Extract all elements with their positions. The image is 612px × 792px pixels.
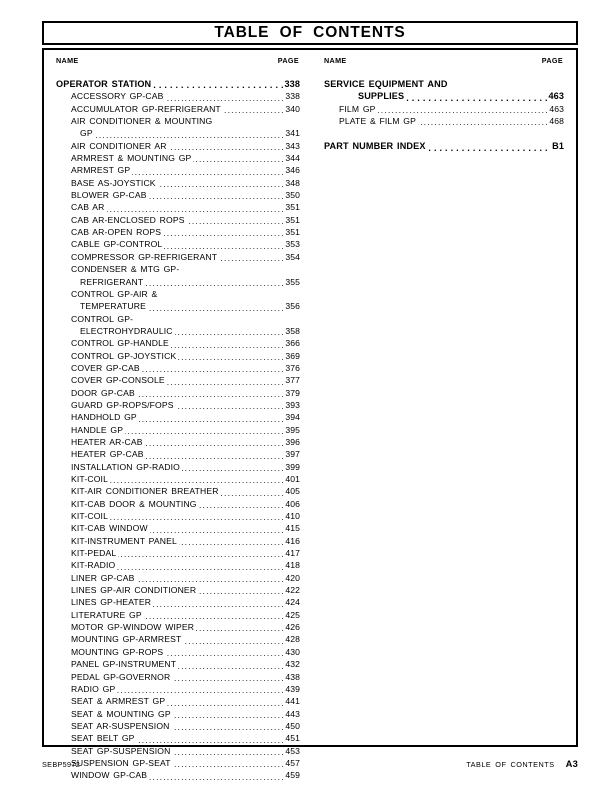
toc-entry-label: KIT-PEDAL: [71, 548, 117, 559]
toc-entry-label: CONTROL GP-AIR &: [71, 288, 158, 299]
toc-entry-label: ACCESSORY GP-CAB: [71, 91, 164, 102]
toc-entry-label: SEAT & MOUNTING GP: [71, 708, 171, 719]
toc-entry-label: SEAT GP-SUSPENSION: [71, 745, 171, 756]
toc-entry-page-number: 453: [285, 745, 300, 756]
toc-entry-label: OPERATOR STATION: [56, 79, 152, 89]
toc-entry-page-number: 366: [285, 338, 300, 349]
toc-entry-label: CAB AR: [71, 202, 105, 213]
toc-entry-label: MOTOR GP-WINDOW WIPER: [71, 622, 195, 633]
toc-entry-page-number: 463: [548, 91, 564, 102]
toc-entry-label: CONTROL GP-JOYSTICK: [71, 350, 177, 361]
toc-entry[interactable]: [56, 769, 300, 781]
toc-entry-label: LITERATURE GP: [71, 609, 142, 620]
toc-entry[interactable]: [56, 424, 300, 436]
toc-entry-page-number: 399: [285, 461, 300, 472]
toc-entry[interactable]: [56, 609, 300, 621]
toc-entry[interactable]: [56, 621, 300, 633]
toc-entry[interactable]: [56, 485, 300, 497]
toc-entry-page-number: 418: [285, 560, 300, 571]
toc-entry-page-number: 406: [285, 498, 300, 509]
toc-entry-label: AIR CONDITIONER AR: [71, 140, 167, 151]
toc-entry-page-number: 424: [285, 597, 300, 608]
toc-entry-page-number: 344: [285, 153, 300, 164]
toc-entry-page-number: 430: [285, 646, 300, 657]
toc-dot-leader: [139, 415, 283, 424]
toc-dot-leader: [153, 600, 283, 609]
toc-dot-leader: [175, 328, 283, 337]
toc-entry[interactable]: [56, 596, 300, 608]
toc-entry[interactable]: [56, 658, 300, 670]
toc-entry[interactable]: [56, 547, 300, 559]
toc-entry-label: TEMPERATURE: [80, 301, 146, 312]
footer-document-number: SEBP5972: [42, 760, 81, 769]
toc-entry-label: RADIO GP: [71, 683, 116, 694]
toc-dot-leader: [183, 637, 283, 646]
toc-entry-page-number: 426: [285, 622, 300, 633]
toc-entry-label: GP: [80, 128, 93, 139]
toc-entry-page-number: 432: [285, 659, 300, 670]
toc-entry-label: KIT-INSTRUMENT PANEL: [71, 535, 177, 546]
toc-entry-page-number: 441: [285, 696, 300, 707]
toc-dot-leader: [137, 390, 283, 399]
toc-dot-leader: [167, 699, 283, 708]
toc-entry[interactable]: [56, 448, 300, 460]
toc-entry[interactable]: [324, 103, 564, 115]
toc-entry[interactable]: [324, 90, 564, 102]
footer-right-group: [466, 758, 578, 769]
toc-entry-label: ARMREST & MOUNTING GP: [71, 153, 192, 164]
column-header-page: PAGE: [277, 56, 299, 65]
toc-entry[interactable]: [56, 461, 300, 473]
toc-entry-label: CAB AR-ENCLOSED ROPS: [71, 214, 185, 225]
toc-entry-page-number: 341: [285, 128, 300, 139]
toc-entry[interactable]: [56, 78, 300, 90]
toc-entry-page-number: 358: [285, 325, 300, 336]
toc-entry-label: INSTALLATION GP-RADIO: [71, 461, 180, 472]
toc-dot-leader: [172, 723, 283, 732]
toc-entry-label: LINES GP-HEATER: [71, 597, 152, 608]
toc-entry-page-number: 353: [285, 239, 300, 250]
toc-entry-page-number: 348: [285, 177, 300, 188]
toc-entry-page-number: 410: [285, 511, 300, 522]
toc-entry-label: PART NUMBER INDEX: [324, 141, 426, 152]
toc-entry[interactable]: [56, 313, 300, 325]
toc-entry-page-number: 377: [285, 375, 300, 386]
toc-entry[interactable]: [56, 276, 300, 288]
toc-dot-leader: [117, 563, 283, 572]
toc-entry-page-number: 346: [285, 165, 300, 176]
toc-dot-leader: [193, 155, 283, 164]
toc-entry[interactable]: [56, 683, 300, 695]
toc-entry-page-number: 415: [285, 523, 300, 534]
toc-entry-page-number: 350: [285, 190, 300, 201]
toc-entry-label: CABLE GP-CONTROL: [71, 239, 163, 250]
toc-dot-leader: [146, 452, 283, 461]
toc-entry[interactable]: [56, 732, 300, 744]
toc-dot-leader: [198, 587, 283, 596]
toc-dot-leader: [125, 427, 283, 436]
toc-entry[interactable]: [56, 288, 300, 300]
toc-entry-page-number: 393: [285, 399, 300, 410]
toc-dot-leader: [132, 168, 283, 177]
toc-dot-leader: [149, 192, 283, 201]
toc-entry-label: PLATE & FILM GP: [339, 116, 417, 127]
toc-dot-leader: [110, 513, 283, 522]
toc-entry-label: CONDENSER & MTG GP-: [71, 264, 180, 275]
toc-entry-page-number: 376: [285, 362, 300, 373]
toc-entry-label: BLOWER GP-CAB: [71, 190, 147, 201]
toc-entry-page-number: 425: [285, 609, 300, 620]
toc-entry[interactable]: [56, 152, 300, 164]
toc-entry[interactable]: [56, 522, 300, 534]
toc-entry[interactable]: [56, 238, 300, 250]
toc-dot-leader: [137, 575, 283, 584]
toc-entry[interactable]: [56, 325, 300, 337]
toc-dot-leader: [418, 118, 547, 127]
toc-entry[interactable]: [56, 127, 300, 139]
toc-entry-page-number: 463: [549, 103, 564, 114]
toc-entry[interactable]: [56, 633, 300, 645]
toc-dot-leader: [221, 489, 283, 498]
toc-entry-label: FILM GP: [339, 103, 376, 114]
toc-entry-page-number: 351: [285, 227, 300, 238]
toc-entry-page-number: 459: [285, 770, 300, 781]
toc-entry-label: HEATER AR-CAB: [71, 436, 143, 447]
toc-entry-page-number: 369: [285, 350, 300, 361]
toc-entry-label: WINDOW GP-CAB: [71, 770, 148, 781]
toc-entry-label: MOUNTING GP-ARMREST: [71, 634, 182, 645]
toc-entry-page-number: 443: [285, 708, 300, 719]
toc-entry[interactable]: [56, 115, 300, 127]
page-footer: [42, 758, 578, 769]
toc-entry-label: HANDLE GP: [71, 424, 124, 435]
toc-entry[interactable]: [56, 436, 300, 448]
toc-entry-label: SUSPENSION GP-SEAT: [71, 757, 171, 768]
toc-dot-leader: [149, 773, 283, 782]
toc-entry-page-number: 396: [285, 436, 300, 447]
toc-entry-page-number: 340: [285, 103, 300, 114]
toc-entry-page-number: 457: [285, 757, 300, 768]
toc-entry-label: SERVICE EQUIPMENT AND: [324, 79, 448, 89]
toc-entry[interactable]: [56, 337, 300, 349]
toc-entry-page-number: 397: [285, 449, 300, 460]
toc-spacer: [324, 127, 564, 140]
toc-dot-leader: [172, 674, 283, 683]
toc-entry-label: PANEL GP-INSTRUMENT: [71, 659, 177, 670]
toc-dot-leader: [179, 538, 283, 547]
toc-entry-page-number: 439: [285, 683, 300, 694]
toc-entry[interactable]: [56, 226, 300, 238]
toc-dot-leader: [159, 291, 283, 300]
toc-entry-page-number: 417: [285, 548, 300, 559]
toc-dot-leader: [428, 144, 547, 153]
toc-entry-label: HEATER GP-CAB: [71, 449, 144, 460]
page-title-box: [42, 21, 578, 45]
toc-entry[interactable]: [56, 535, 300, 547]
toc-entry-label: AIR CONDITIONER & MOUNTING: [71, 116, 213, 127]
toc-dot-leader: [145, 439, 283, 448]
toc-entry[interactable]: [56, 189, 300, 201]
toc-entry[interactable]: [56, 473, 300, 485]
toc-column-right: [310, 56, 576, 745]
toc-entry-label: KIT-COIL: [71, 474, 109, 484]
toc-entry-page-number: 351: [285, 214, 300, 225]
toc-dot-leader: [199, 501, 283, 510]
toc-dot-leader: [171, 341, 283, 350]
toc-entry[interactable]: [56, 263, 300, 275]
toc-entry-label: KIT-CAB DOOR & MOUNTING: [71, 498, 197, 509]
toc-entry-page-number: 338: [285, 91, 300, 102]
toc-dot-leader: [196, 624, 283, 633]
toc-entry[interactable]: [56, 90, 300, 102]
toc-dot-leader: [142, 365, 283, 374]
toc-entry[interactable]: [324, 78, 564, 90]
toc-entry[interactable]: [56, 251, 300, 263]
toc-dot-leader: [158, 180, 283, 189]
toc-dot-leader: [107, 205, 283, 214]
toc-dot-leader: [378, 106, 547, 115]
toc-entry[interactable]: [56, 708, 300, 720]
toc-dot-leader: [167, 378, 283, 387]
toc-dot-leader: [117, 686, 283, 695]
toc-dot-leader: [118, 550, 283, 559]
toc-dot-leader: [144, 612, 283, 621]
toc-entry-page-number: B1: [552, 141, 564, 152]
toc-entry[interactable]: [56, 103, 300, 115]
toc-dot-leader: [163, 229, 283, 238]
toc-entry-page-number: 338: [284, 79, 300, 89]
footer-page-number: A3: [565, 758, 578, 769]
toc-entry[interactable]: [56, 646, 300, 658]
toc-entry[interactable]: [56, 510, 300, 522]
toc-entry[interactable]: [56, 745, 300, 757]
toc-dot-leader: [223, 106, 283, 115]
toc-entry-label: GUARD GP-ROPS/FOPS: [71, 399, 174, 410]
toc-entry-page-number: 451: [285, 733, 300, 744]
toc-dot-leader: [153, 81, 283, 90]
toc-dot-leader: [450, 81, 547, 90]
toc-dot-leader: [178, 353, 283, 362]
toc-entry[interactable]: [56, 559, 300, 571]
toc-dot-leader: [214, 118, 283, 127]
toc-entry[interactable]: [56, 164, 300, 176]
toc-entry-label: MOUNTING GP-ROPS: [71, 646, 164, 657]
toc-entry-label: ARMREST GP: [71, 165, 131, 176]
toc-entry[interactable]: [56, 399, 300, 411]
toc-entry-page-number: 354: [285, 251, 300, 262]
toc-entry[interactable]: [56, 720, 300, 732]
toc-dot-leader: [181, 267, 283, 276]
toc-entry[interactable]: [56, 201, 300, 213]
column-header-page: PAGE: [541, 56, 563, 65]
toc-entry-label: COMPRESSOR GP-REFRIGERANT: [71, 251, 218, 262]
toc-entry-label: SEAT AR-SUSPENSION: [71, 720, 170, 731]
toc-entry-label: KIT-CAB WINDOW: [71, 523, 148, 534]
toc-dot-leader: [148, 304, 283, 313]
toc-entry-page-number: 401: [285, 474, 300, 484]
toc-dot-leader: [182, 464, 283, 473]
toc-entry-label: REFRIGERANT: [80, 276, 144, 287]
column-header-name: NAME: [56, 56, 79, 65]
toc-entry[interactable]: [56, 177, 300, 189]
toc-entry-page-number: 450: [285, 720, 300, 731]
toc-entry-label: KIT-COIL: [71, 511, 109, 522]
toc-dot-leader: [165, 649, 283, 658]
toc-entry[interactable]: [56, 374, 300, 386]
toc-entry-page-number: 395: [285, 424, 300, 435]
toc-dot-leader: [145, 279, 283, 288]
toc-entry-label: KIT-RADIO: [71, 560, 116, 571]
toc-entry[interactable]: [56, 214, 300, 226]
toc-entry-page-number: 438: [285, 671, 300, 682]
toc-entry-label: SUPPLIES: [358, 91, 405, 102]
toc-entry[interactable]: [56, 362, 300, 374]
toc-entry-label: ELECTROHYDRAULIC: [80, 325, 173, 336]
toc-dot-leader: [187, 217, 283, 226]
toc-entry-page-number: 379: [285, 387, 300, 398]
column-header-right: [324, 56, 564, 65]
column-header-left: [56, 56, 300, 65]
toc-dot-leader: [164, 242, 283, 251]
toc-dot-leader: [110, 476, 283, 485]
toc-entry[interactable]: [324, 115, 564, 127]
toc-entry[interactable]: [56, 671, 300, 683]
toc-entry[interactable]: [56, 300, 300, 312]
toc-entry-page-number: 468: [549, 116, 564, 127]
toc-entry[interactable]: [56, 350, 300, 362]
column-header-name: NAME: [324, 56, 347, 65]
toc-entry-page-number: 343: [285, 140, 300, 151]
toc-entry-page-number: 351: [285, 202, 300, 213]
toc-entry-page-number: 356: [285, 301, 300, 312]
toc-entry-label: KIT-AIR CONDITIONER BREATHER: [71, 486, 219, 497]
toc-entry-label: PEDAL GP-GOVERNOR: [71, 671, 171, 682]
toc-entry-label: CONTROL GP-HANDLE: [71, 338, 169, 349]
toc-dot-leader: [169, 143, 283, 152]
toc-entry-label: CONTROL GP-: [71, 313, 134, 324]
toc-dot-leader: [137, 736, 283, 745]
toc-entry-label: HANDHOLD GP: [71, 412, 137, 423]
toc-entry-page-number: 428: [285, 634, 300, 645]
toc-dot-leader: [166, 94, 284, 103]
toc-entry-label: CAB AR-OPEN ROPS: [71, 227, 162, 238]
toc-entry[interactable]: [56, 695, 300, 707]
toc-entry-page-number: 394: [285, 412, 300, 423]
toc-entry[interactable]: [56, 584, 300, 596]
toc-dot-leader: [406, 94, 547, 103]
toc-entry-page-number: 355: [285, 276, 300, 287]
toc-entry[interactable]: [56, 140, 300, 152]
toc-dot-leader: [219, 254, 283, 263]
toc-entry-page-number: 422: [285, 585, 300, 596]
toc-entry-label: COVER GP-CAB: [71, 362, 140, 373]
toc-entry-label: COVER GP-CONSOLE: [71, 375, 165, 386]
toc-entry-page-number: 405: [285, 486, 300, 497]
page-title: TABLE OF CONTENTS: [214, 24, 406, 42]
toc-list-right: [324, 78, 564, 153]
toc-dot-leader: [176, 402, 283, 411]
toc-dot-leader: [150, 526, 283, 535]
toc-dot-leader: [173, 711, 283, 720]
toc-entry-label: ACCUMULATOR GP-REFRIGERANT: [71, 103, 221, 114]
toc-entry-page-number: 420: [285, 572, 300, 583]
toc-entry-label: LINER GP-CAB: [71, 572, 135, 583]
toc-entry-label: LINES GP-AIR CONDITIONER: [71, 585, 197, 596]
toc-list-left: [56, 78, 300, 782]
toc-dot-leader: [95, 131, 283, 140]
toc-entry-page-number: 416: [285, 535, 300, 546]
toc-entry-label: DOOR GP-CAB: [71, 387, 135, 398]
toc-entry[interactable]: [56, 572, 300, 584]
toc-entry[interactable]: [56, 411, 300, 423]
toc-dot-leader: [178, 662, 283, 671]
toc-entry-label: SEAT & ARMREST GP: [71, 696, 166, 707]
toc-entry[interactable]: [56, 498, 300, 510]
toc-entry-label: SEAT BELT GP: [71, 733, 135, 744]
toc-entry[interactable]: [324, 140, 564, 152]
toc-dot-leader: [135, 316, 283, 325]
toc-entry-label: BASE AS-JOYSTICK: [71, 177, 156, 188]
toc-entry[interactable]: [56, 387, 300, 399]
footer-section-label: TABLE OF CONTENTS: [466, 760, 555, 769]
toc-dot-leader: [172, 748, 283, 757]
